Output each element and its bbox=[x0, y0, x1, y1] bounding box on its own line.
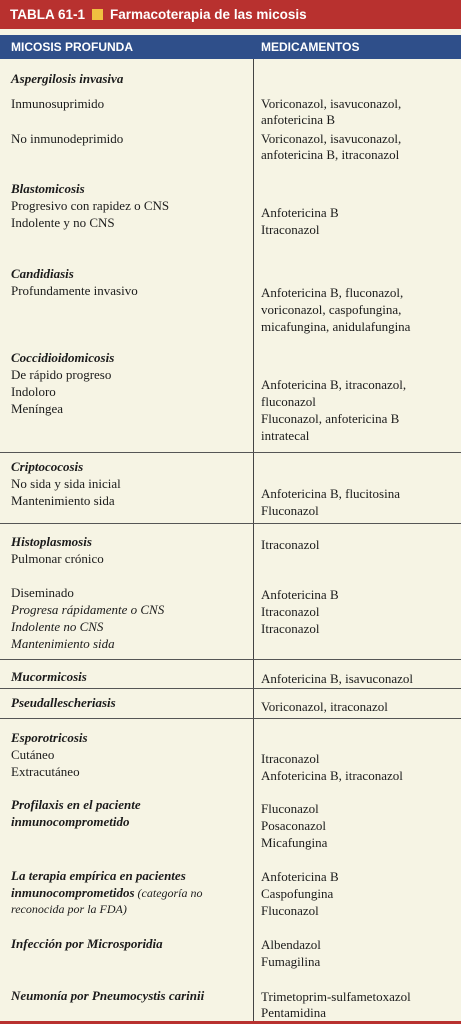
histoplasmosis-indolent: Indolente no CNS bbox=[11, 619, 104, 634]
aspergillosis-drug-1b: anfotericina B bbox=[261, 112, 335, 127]
empiric-therapy-drug-1: Anfotericina B bbox=[261, 869, 339, 884]
table-title: Farmacoterapia de las micosis bbox=[110, 7, 307, 22]
empiric-therapy-heading-2b: (categoría no bbox=[134, 886, 203, 900]
empiric-therapy-heading-2 bbox=[11, 884, 203, 902]
prophylaxis-heading-1: Profilaxis en el paciente bbox=[11, 797, 141, 812]
row-separator bbox=[0, 718, 461, 719]
title-square-icon bbox=[92, 9, 103, 20]
table-title-bar bbox=[0, 0, 461, 29]
blastomycosis-indolent: Indolente y no CNS bbox=[11, 215, 115, 230]
coccidioidomycosis-drug-4: intratecal bbox=[261, 428, 310, 443]
row-separator bbox=[0, 452, 461, 453]
sporotrichosis-cutaneous: Cutáneo bbox=[11, 747, 55, 762]
histoplasmosis-drug-3: Itraconazol bbox=[261, 604, 320, 619]
pneumocystis-drug-1: Trimetoprim-sulfametoxazol bbox=[261, 989, 411, 1004]
candidiasis-drug-1: Anfotericina B, fluconazol, bbox=[261, 285, 404, 300]
pneumocystis-drug-2: Pentamidina bbox=[261, 1005, 326, 1020]
cryptococcosis-initial: No sida y sida inicial bbox=[11, 476, 121, 491]
coccidioidomycosis-painless: Indoloro bbox=[11, 384, 56, 399]
blastomycosis-progressive: Progresivo con rapidez o CNS bbox=[11, 198, 170, 213]
column-header-mycosis: MICOSIS PROFUNDA bbox=[11, 40, 134, 54]
aspergillosis-immunosuppressed: Inmunosuprimido bbox=[11, 96, 105, 111]
coccidioidomycosis-heading: Coccidioidomicosis bbox=[11, 350, 115, 365]
aspergillosis-drug-1a: Voriconazol, isavuconazol, bbox=[261, 96, 402, 111]
histoplasmosis-heading: Histoplasmosis bbox=[11, 534, 92, 549]
microsporidia-drug-2: Fumagilina bbox=[261, 954, 321, 969]
sporotrichosis-extracutaneous: Extracutáneo bbox=[11, 764, 80, 779]
candidiasis-drug-3: micafungina, anidulafungina bbox=[261, 319, 411, 334]
pseudallescheriasis-heading: Pseudallescheriasis bbox=[11, 695, 116, 710]
empiric-therapy-heading-1: La terapia empírica en pacientes bbox=[11, 868, 186, 883]
microsporidia-heading: Infección por Microsporidia bbox=[11, 936, 163, 951]
histoplasmosis-drug-2: Anfotericina B bbox=[261, 587, 339, 602]
histoplasmosis-maintenance: Mantenimiento sida bbox=[11, 636, 115, 651]
table-number: TABLA 61-1 bbox=[10, 7, 86, 22]
aspergillosis-drug-2a: Voriconazol, isavuconazol, bbox=[261, 131, 402, 146]
prophylaxis-heading-2: inmunocomprometido bbox=[11, 814, 130, 829]
sporotrichosis-heading: Esporotricosis bbox=[11, 730, 88, 745]
mucormycosis-heading: Mucormicosis bbox=[11, 669, 87, 684]
cryptococcosis-drug-2: Fluconazol bbox=[261, 503, 319, 518]
cryptococcosis-heading: Criptococosis bbox=[11, 459, 84, 474]
sporotrichosis-drug-1: Itraconazol bbox=[261, 751, 320, 766]
prophylaxis-drug-1: Fluconazol bbox=[261, 801, 319, 816]
coccidioidomycosis-drug-3: Fluconazol, anfotericina B bbox=[261, 411, 400, 426]
pneumocystis-heading: Neumonía por Pneumocystis carinii bbox=[11, 988, 205, 1003]
histoplasmosis-disseminated: Diseminado bbox=[11, 585, 74, 600]
blastomycosis-heading: Blastomicosis bbox=[11, 181, 85, 196]
prophylaxis-drug-2: Posaconazol bbox=[261, 818, 326, 833]
histoplasmosis-rapid: Progresa rápidamente o CNS bbox=[11, 602, 165, 617]
empiric-therapy-heading-2a: inmunocomprometidos bbox=[11, 885, 135, 900]
column-header-row bbox=[0, 35, 461, 59]
row-separator bbox=[0, 688, 461, 689]
histoplasmosis-drug-1: Itraconazol bbox=[261, 537, 320, 552]
microsporidia-drug-1: Albendazol bbox=[261, 937, 321, 952]
empiric-therapy-drug-2: Caspofungina bbox=[261, 886, 334, 901]
coccidioidomycosis-meningeal: Meníngea bbox=[11, 401, 63, 416]
histoplasmosis-drug-4: Itraconazol bbox=[261, 621, 320, 636]
empiric-therapy-drug-3: Fluconazol bbox=[261, 903, 319, 918]
histoplasmosis-chronic: Pulmonar crónico bbox=[11, 551, 104, 566]
candidiasis-heading: Candidiasis bbox=[11, 266, 74, 281]
aspergillosis-not-immunodepressed: No inmunodeprimido bbox=[11, 131, 124, 146]
coccidioidomycosis-drug-1: Anfotericina B, itraconazol, bbox=[261, 377, 407, 392]
blastomycosis-drug-1: Anfotericina B bbox=[261, 205, 339, 220]
mucormycosis-drug: Anfotericina B, isavuconazol bbox=[261, 671, 413, 686]
cryptococcosis-maintenance: Mantenimiento sida bbox=[11, 493, 115, 508]
blastomycosis-drug-2: Itraconazol bbox=[261, 222, 320, 237]
aspergillosis-drug-2b: anfotericina B, itraconazol bbox=[261, 147, 400, 162]
sporotrichosis-drug-2: Anfotericina B, itraconazol bbox=[261, 768, 403, 783]
aspergillosis-heading: Aspergilosis invasiva bbox=[11, 71, 124, 86]
coccidioidomycosis-drug-2: fluconazol bbox=[261, 394, 316, 409]
candidiasis-drug-2: voriconazol, caspofungina, bbox=[261, 302, 402, 317]
cryptococcosis-drug-1: Anfotericina B, flucitosina bbox=[261, 486, 400, 501]
coccidioidomycosis-rapid: De rápido progreso bbox=[11, 367, 112, 382]
prophylaxis-drug-3: Micafungina bbox=[261, 835, 328, 850]
row-separator bbox=[0, 523, 461, 524]
column-divider bbox=[253, 59, 254, 1024]
empiric-therapy-heading-3: reconocida por la FDA) bbox=[11, 902, 127, 916]
pseudallescheriasis-drug: Voriconazol, itraconazol bbox=[261, 699, 388, 714]
candidiasis-deep-invasive: Profundamente invasivo bbox=[11, 283, 138, 298]
row-separator bbox=[0, 659, 461, 660]
column-header-drugs: MEDICAMENTOS bbox=[261, 40, 360, 54]
